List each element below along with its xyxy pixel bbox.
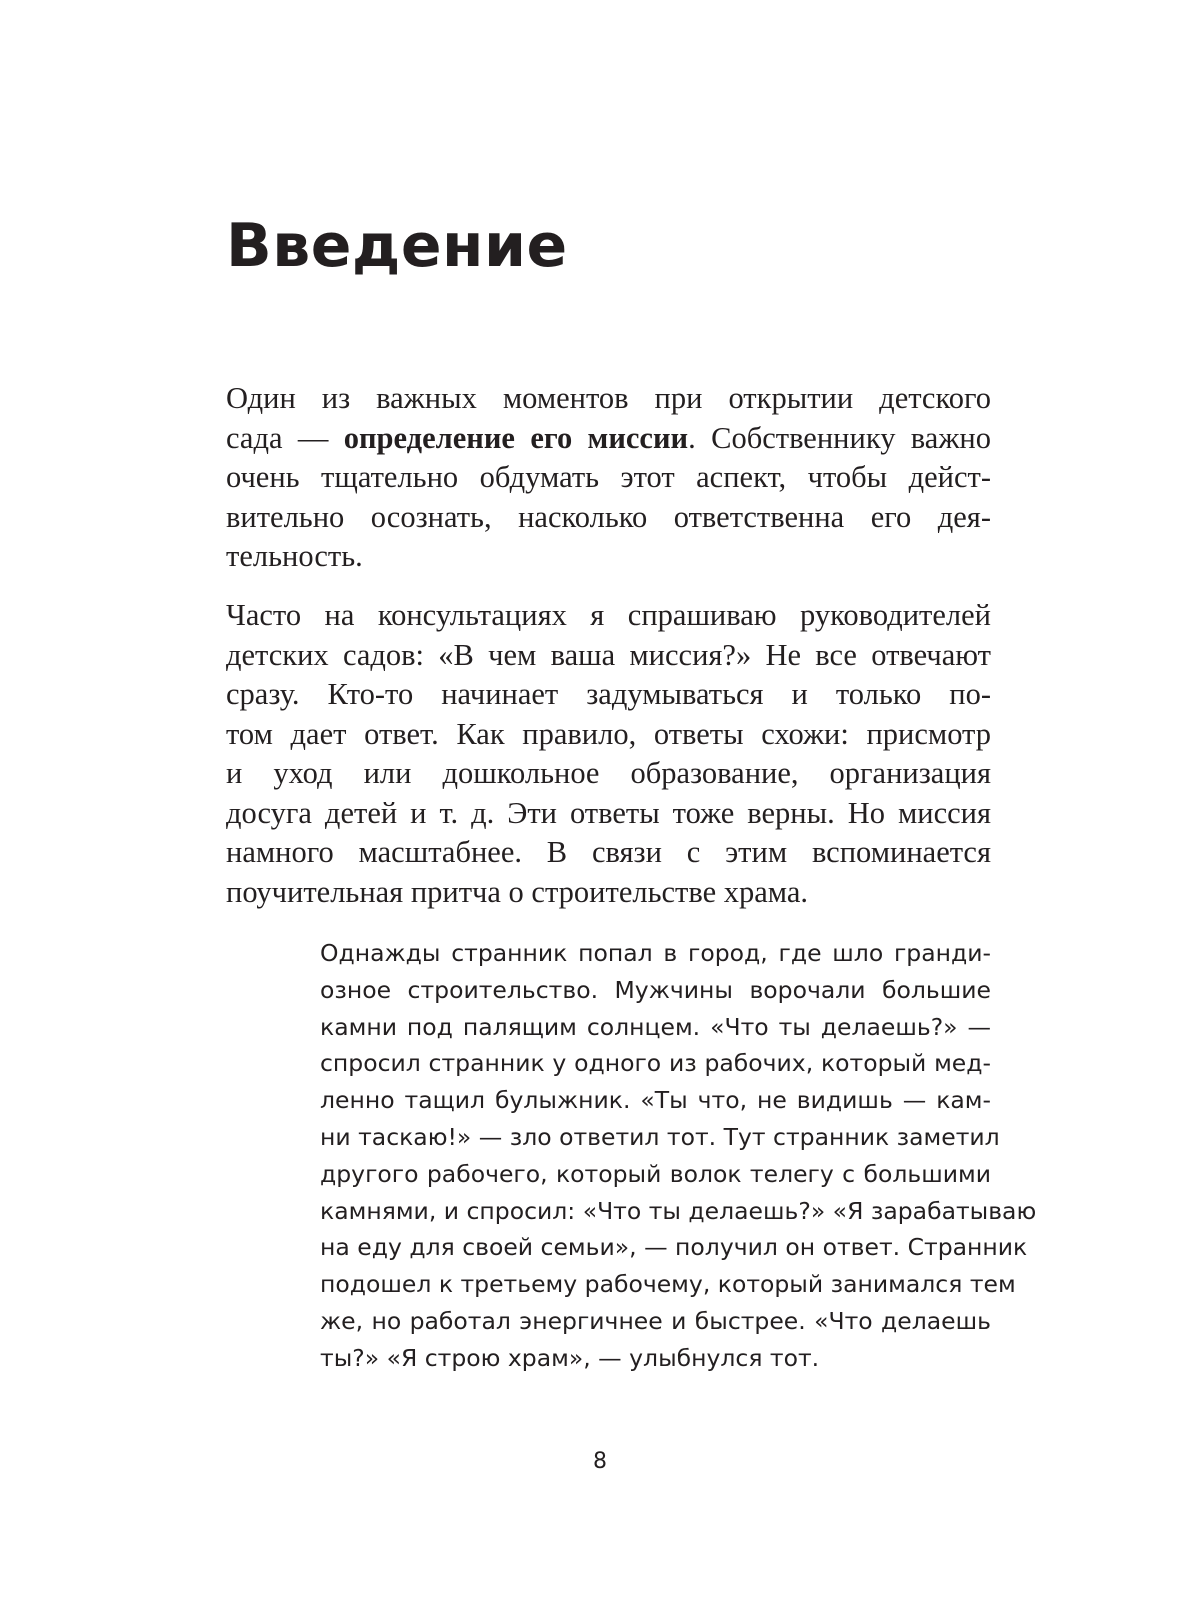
text-run: сада —: [226, 420, 344, 455]
parable-line: Однажды странник попал в город, где шло гранди-: [320, 939, 991, 967]
parable-line: же, но работал энергичнее и быстрее. «Что делаешь: [320, 1306, 991, 1335]
parable-line: на еду для своей семьи», — получил он ответ. Странник: [320, 1233, 1028, 1262]
parable-line: ленно тащил булыжник. «Ты что, не видишь — кам-: [320, 1086, 991, 1115]
paragraph-line: намного масштабнее. В связи с этим вспоминается: [226, 835, 991, 869]
paragraph-2: [226, 596, 991, 912]
emphasis-mission-definition: определение его миссии: [343, 420, 689, 455]
paragraph-line: вительно осознать, насколько ответственна его дея-: [226, 499, 991, 534]
chapter-title: Введение: [226, 211, 568, 281]
paragraph-line: детских садов: «В чем ваша миссия?» Не все отвечают: [226, 637, 991, 672]
parable-line: озное строительство. Мужчины ворочали большие: [320, 975, 991, 1004]
parable-line: камни под палящим солнцем. «Что ты делаешь?» —: [320, 1012, 991, 1041]
parable-line: другого рабочего, который волок телегу с большими: [320, 1159, 991, 1188]
paragraph-line: [226, 419, 991, 459]
paragraph-line: Часто на консультациях я спрашиваю руководителей: [226, 598, 991, 632]
parable-line: спросил странник у одного из рабочих, который мед-: [320, 1049, 991, 1078]
paragraph-line: сразу. Кто-то начинает задумываться и только по-: [226, 677, 991, 711]
parable-line: ни таскаю!» — зло ответил тот. Тут странник заметил: [320, 1122, 1000, 1151]
parable-block: [320, 935, 1037, 1377]
paragraph-line: Один из важных моментов при открытии детского: [226, 381, 991, 415]
parable-line: подошел к третьему рабочему, который занимался тем: [320, 1270, 1016, 1299]
page-number: 8: [593, 1449, 607, 1474]
paragraph-line: тельность.: [226, 539, 363, 573]
text-run: . Собственнику важно: [688, 420, 991, 455]
paragraph-line: очень тщательно обдумать этот аспект, чтобы дейст-: [226, 460, 991, 494]
paragraph-1: [226, 379, 991, 577]
paragraph-line: и уход или дошкольное образование, организация: [226, 756, 991, 790]
parable-line: ты?» «Я строю храм», — улыбнулся тот.: [320, 1343, 820, 1372]
parable-line: камнями, и спросил: «Что ты делаешь?» «Я зарабатываю: [320, 1196, 1037, 1225]
paragraph-line: том дает ответ. Как правило, ответы схожи: присмотр: [226, 716, 991, 751]
paragraph-line: поучительная притча о строительстве храма.: [226, 874, 809, 909]
paragraph-line: досуга детей и т. д. Эти ответы тоже верны. Но миссия: [226, 795, 991, 830]
